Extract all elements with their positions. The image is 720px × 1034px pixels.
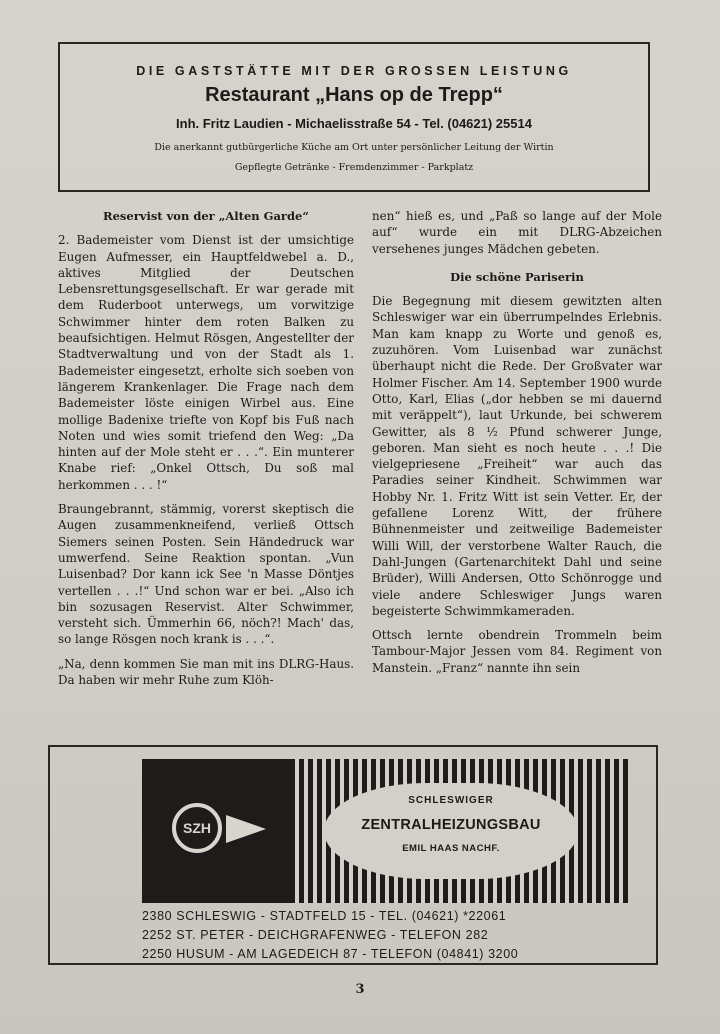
company-banner — [324, 783, 578, 879]
address-line: 2250 HUSUM - AM LAGEDEICH 87 - TELEFON (04841) 3200 — [142, 947, 519, 961]
banner-owner: EMIL HAAS NACHF. — [402, 843, 500, 854]
ad-amenities: Gepflegte Getränke - Fremdenzimmer - Parkplatz — [234, 162, 474, 173]
restaurant-name: Restaurant „Hans op de Trepp“ — [205, 84, 503, 106]
page-number: 3 — [355, 982, 365, 997]
section-heading-reservist: Reservist von der „Alten Garde“ — [103, 209, 309, 223]
ad-kicker: DIE GASTSTÄTTE MIT DER GROSSEN LEISTUNG — [136, 64, 572, 78]
paragraph: 2. Bademeister vom Dienst ist der umsichtige Eugen Aufmesser, ein Hauptfeldwebel a. D., aktives Mitglied der Deutschen Lebensrettungsgesellschaft. Er war gerade mit dem Ruderboot unterwegs, um vorwitzige Schwimmer hinter dem roten Balken zu beaufsichtigen. Helmut Rösgen, Angestellter der Stadtverwaltung und von der Stadt als 1. Bademeister eingesetzt, erholte sich soeben von längerem Krankenlager. Die Frage nach dem Bademeister löste einigen Wirbel aus. Eine mollige Badenixe triefte von Kopf bis Fuß nach Noten und wies somit triefend den Weg: „Da hinten auf der Mole steht er . . .“. Ein munterer Knabe rief: „Onkel Ottsch, Du soß mal herkommen . . . !“ — [58, 233, 354, 492]
section-heading-pariserin: Die schöne Pariserin — [450, 269, 584, 284]
right-column — [372, 208, 662, 684]
banner-company-name: ZENTRALHEIZUNGSBAU — [361, 817, 541, 833]
address-line: 2380 SCHLESWIG - STADTFELD 15 - TEL. (04621) *22061 — [142, 909, 507, 923]
company-addresses — [142, 907, 518, 964]
paragraph: nen“ hieß es, und „Paß so lange auf der Mole auf“ wurde ein mit DLRG-Abzeichen versehenes junges Mädchen gebeten. — [372, 209, 662, 256]
ad-description: Die anerkannt gutbürgerliche Küche am Ort unter persönlicher Leitung der Wirtin — [154, 142, 554, 153]
flame-wedge-icon — [226, 815, 266, 843]
paragraph: „Na, denn kommen Sie man mit ins DLRG-Haus. Da haben wir mehr Ruhe zum Klöh- — [58, 656, 354, 688]
company-logo — [142, 759, 290, 903]
paragraph: Ottsch lernte obendrein Trommeln beim Tambour-Major Jessen vom 84. Regiment von Manstein. „Franz“ nannte ihn sein — [372, 628, 662, 675]
paragraph: Die Begegnung mit diesem gewitzten alten Schleswiger war ein überrumpelndes Erlebnis. Man kam knapp zu Worte und genoß es, zuzuhören. Vom Luisenbad war zunächst überhaupt nicht die Rede. Der Großvater war Holmer Fischer. Am 14. September 1900 wurde Otto, Karl, Elias („dor hebben se mi dauernd mit veräppelt“), laut Urkunde, bei schwerem Gewitter, als 8 ½ Pfund schwerer Junge, geboren. Man sieht es noch heute . . .! Die vielgepriesene „Freiheit“ war auch das Paradies seiner Kindheit. Schwimmen war Hobby Nr. 1. Fritz Witt ist sein Vetter. Er, der gefallene Lorenz Witt, der frühere Bühnenmeister und zeitweilige Bademeister Willi Will, der verstorbene Walter Rauch, die Dahl-Jungen (Gartenarchitekt Dahl und seine Brüder), Willi Andersen, Otto Schönrogge und viele andere Schleswiger Jungs waren begeisterte Schwimmkameraden. — [372, 294, 662, 618]
heating-company-advertisement — [48, 745, 658, 965]
paragraph: Braungebrannt, stämmig, vorerst skeptisch die Augen zusammenkneifend, verließ Ottsch Siemers seinen Posten. Sein Händedruck war umwerfend. Seine Reaktion spontan. „Vun Luisenbad? Dor kann ick See 'n Masse Döntjes vertellen . . .!“ Und schon war er bei. „Also ich bin sozusagen Reservist. Alter Schwimmer, versteht sich. Ümmerhin 66, nöch?! Mach' das, so lange Rösgen noch krank is . . .“. — [58, 502, 354, 647]
left-column — [58, 208, 354, 696]
striped-graphic — [290, 759, 628, 903]
restaurant-address: Inh. Fritz Laudien - Michaelisstraße 54 - Tel. (04621) 25514 — [176, 116, 532, 131]
banner-line-a: SCHLESWIGER — [408, 795, 494, 806]
restaurant-advertisement — [58, 42, 650, 192]
address-line: 2252 ST. PETER - DEICHGRAFENWEG - TELEFON 282 — [142, 928, 489, 942]
szh-logo-icon: SZH — [172, 803, 222, 853]
